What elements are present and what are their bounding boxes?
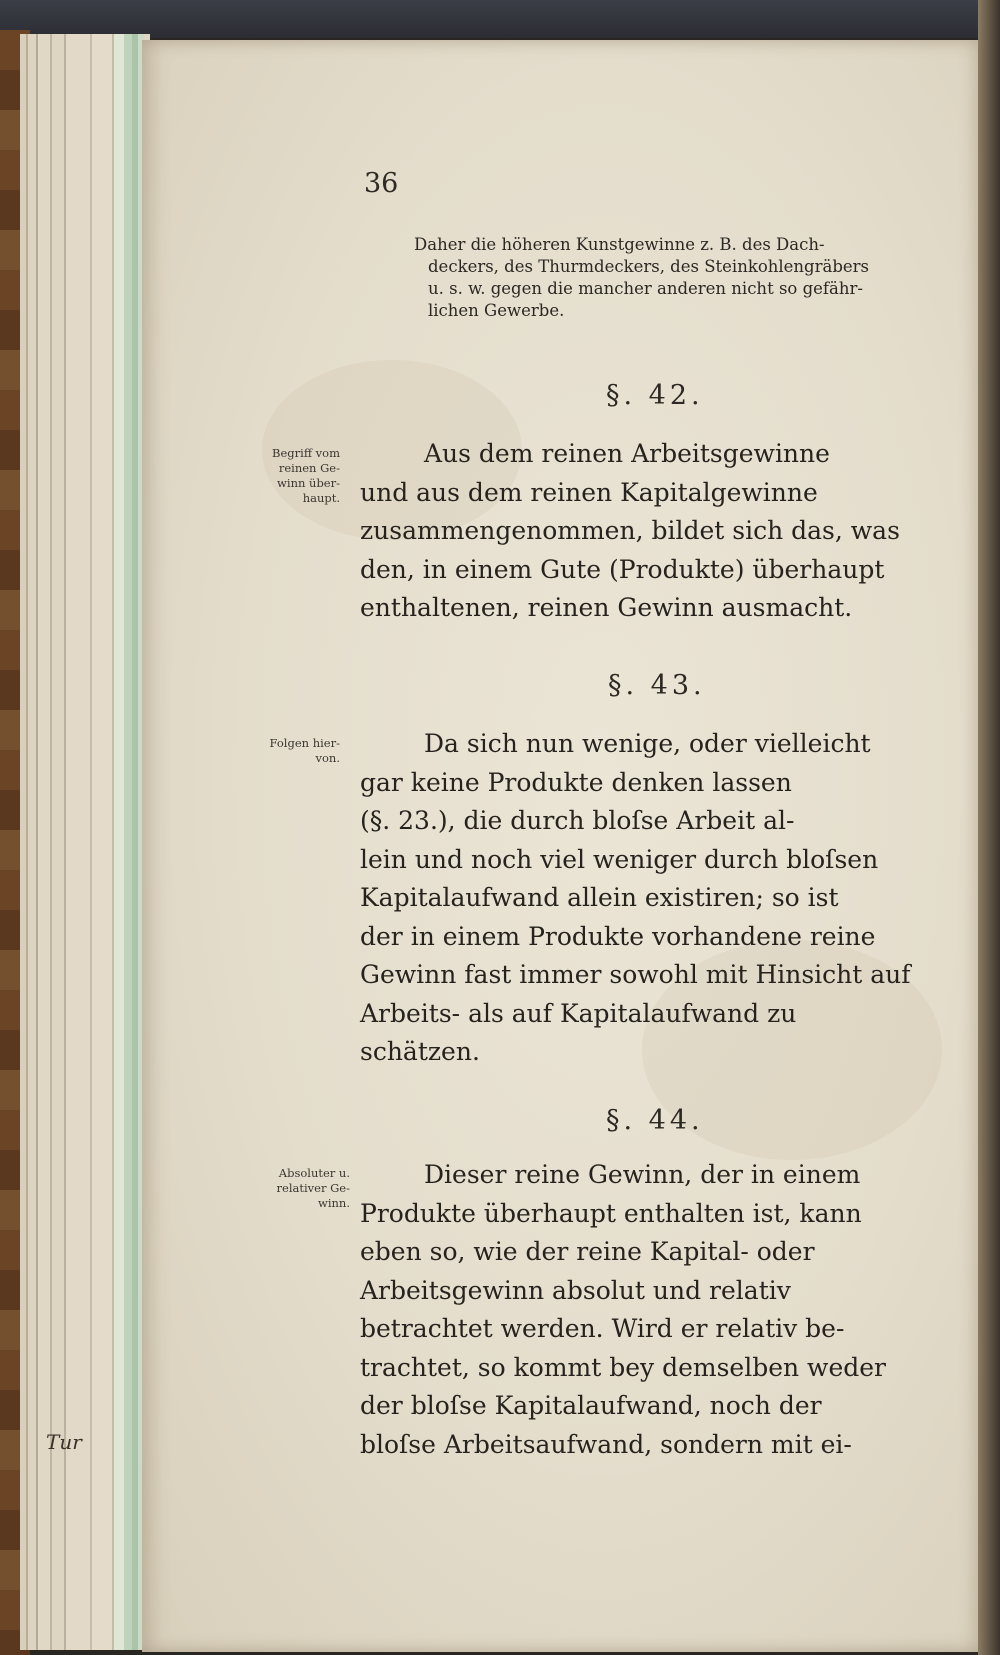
paragraph-line: enthaltenen, reinen Gewinn ausmacht.	[360, 593, 853, 622]
paragraph-line: Dieser reine Gewinn, der in einem	[424, 1160, 861, 1189]
paragraph-line: der in einem Produkte vorhandene reine	[360, 921, 876, 951]
section-heading-43: §. 43.	[608, 670, 706, 701]
footnote-line: lichen Gewerbe.	[428, 301, 565, 320]
marginal-line: haupt.	[302, 491, 340, 505]
paragraph-44	[360, 1156, 886, 1464]
paragraph-line: der bloſse Kapitalaufwand, noch der	[360, 1391, 822, 1420]
paragraph-line: trachtet, so kommt bey demselben weder	[360, 1352, 887, 1382]
paragraph-line: und aus dem reinen Kapitalgewinne	[360, 477, 818, 507]
paragraph-line: bloſse Arbeitsaufwand, sondern mit ei-	[360, 1429, 852, 1459]
paragraph-line: Gewinn fast immer sowohl mit Hinsicht auf	[360, 960, 911, 989]
backdrop-right	[978, 0, 1000, 1655]
paragraph-line: eben so, wie der reine Kapital- oder	[360, 1237, 815, 1266]
paragraph-line: den, in einem Gute (Produkte) überhaupt	[360, 554, 885, 584]
marginal-line: von.	[315, 751, 340, 765]
footnote-line: Daher die höheren Kunstgewinne z. B. des Dach-	[414, 235, 825, 254]
paragraph-line: Aus dem reinen Arbeitsgewinne	[424, 439, 830, 468]
paragraph-43	[360, 725, 911, 1072]
marginal-note-44	[240, 1166, 350, 1211]
paragraph-line: zusammengenommen, bildet sich das, was	[360, 516, 900, 545]
footnote-line: u. s. w. gegen die mancher anderen nicht so gefähr-	[428, 279, 863, 298]
footnote	[414, 234, 970, 322]
paragraph-line: betrachtet werden. Wird er relativ be-	[360, 1314, 845, 1343]
paragraph-line: Da sich nun wenige, oder vielleicht	[424, 729, 871, 758]
marginal-line: reinen Ge-	[278, 461, 340, 475]
handwritten-note: Tur	[46, 1430, 82, 1454]
marginal-line: winn.	[318, 1196, 350, 1210]
marginal-line: Folgen hier-	[269, 736, 340, 750]
section-heading-42: §. 42.	[606, 380, 704, 411]
section-heading-44: §. 44.	[606, 1105, 704, 1136]
page-edges	[20, 34, 150, 1650]
paragraph-line: Kapitalaufwand allein existiren; so ist	[360, 883, 839, 912]
marginal-line: winn über-	[277, 476, 340, 490]
paragraph-42	[360, 435, 900, 628]
marginal-note-42	[240, 446, 340, 506]
paragraph-line: (§. 23.), die durch bloſse Arbeit al-	[360, 806, 795, 835]
marginal-note-43	[240, 736, 340, 766]
paragraph-line: Arbeits- als auf Kapitalaufwand zu	[360, 998, 797, 1028]
footnote-line: deckers, des Thurmdeckers, des Steinkohlengräbers	[428, 257, 870, 276]
marginal-line: Absoluter u.	[278, 1166, 350, 1180]
paragraph-line: schätzen.	[360, 1037, 480, 1066]
backdrop-top	[0, 0, 1000, 38]
paragraph-line: gar keine Produkte denken lassen	[360, 767, 792, 797]
paragraph-line: Arbeitsgewinn absolut und relativ	[360, 1275, 791, 1305]
paragraph-line: Produkte überhaupt enthalten ist, kann	[360, 1198, 862, 1228]
marginal-line: relativer Ge-	[276, 1181, 350, 1195]
paragraph-line: lein und noch viel weniger durch bloſsen	[360, 844, 879, 874]
page-number: 36	[364, 168, 399, 199]
marginal-line: Begriff vom	[272, 446, 340, 460]
